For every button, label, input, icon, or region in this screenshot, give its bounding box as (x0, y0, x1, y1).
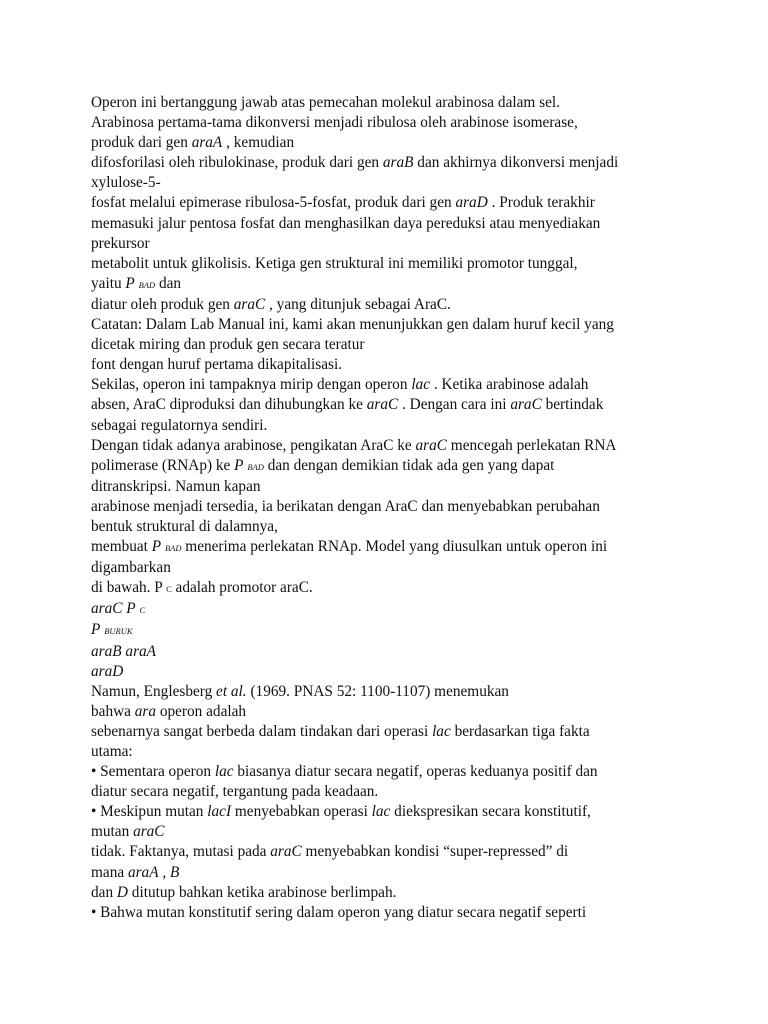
italic-text: araC (233, 295, 266, 313)
text-line (91, 842, 691, 862)
text-line (91, 863, 691, 883)
text-line (91, 153, 691, 173)
italic-text: lac (432, 722, 451, 740)
text-segment: font dengan huruf pertama dikapitalisasi. (91, 356, 343, 374)
text-line (91, 578, 691, 599)
italic-text: D (116, 883, 128, 901)
subscript-text: BAD (164, 543, 182, 554)
italic-text: P (151, 538, 162, 556)
text-line (91, 416, 691, 436)
text-segment: adalah promotor araC. (171, 579, 313, 597)
text-segment: berdasarkan tiga fakta (450, 722, 590, 740)
text-segment: , kemudian (222, 134, 295, 152)
text-line (91, 456, 691, 477)
text-line (91, 497, 691, 517)
text-segment: prekursor (91, 234, 150, 252)
subscript-text: BURUK (104, 626, 133, 637)
text-segment: bertindak (541, 396, 604, 414)
text-segment: (1969. PNAS 52: 1100-1107) menemukan (246, 682, 509, 700)
text-line (91, 517, 691, 537)
text-segment: , (158, 863, 171, 881)
italic-text: araA (127, 863, 159, 881)
text-line (91, 355, 691, 375)
text-line (91, 193, 691, 213)
italic-text: araC (133, 823, 165, 841)
text-segment: mencegah perlekatan RNA (446, 436, 617, 454)
text-line (91, 802, 691, 822)
italic-text: lac (371, 803, 391, 821)
italic-text: lac (411, 376, 431, 394)
text-line (91, 782, 691, 802)
italic-text: araB (382, 154, 414, 172)
text-line (91, 234, 691, 254)
italic-text: araA (191, 134, 223, 152)
text-line (91, 682, 691, 702)
text-segment: yaitu (91, 274, 126, 292)
text-segment: fosfat melalui epimerase ribulosa-5-fosfat, produk dari gen (91, 194, 456, 212)
text-segment: Dengan tidak adanya arabinose, pengikatan AraC ke (91, 436, 416, 454)
text-segment: • Sementara operon (91, 763, 215, 781)
text-segment: dan (91, 883, 117, 901)
italic-text: ara (134, 702, 156, 720)
text-segment: utama: (91, 743, 133, 760)
text-segment: tidak. Faktanya, mutasi pada (91, 843, 271, 861)
text-line (91, 822, 691, 842)
subscript-text: BAD (247, 461, 264, 472)
italic-text: P (125, 274, 135, 292)
text-segment: diekspresikan secara konstitutif, (390, 803, 591, 821)
text-segment: . Dengan cara ini (398, 396, 511, 414)
text-segment: • Bahwa mutan konstitutif sering dalam operon yang diatur secara negatif seperti (91, 903, 587, 921)
italic-text: lac (214, 763, 234, 781)
italic-text: araC (510, 396, 542, 414)
text-segment: ditranskripsi. Namun kapan (91, 477, 261, 495)
italic-text: et al. (216, 682, 247, 700)
text-segment: membuat (91, 538, 152, 556)
text-segment: bentuk struktural di dalamnya, (91, 517, 278, 535)
text-segment: dan akhirnya dikonversi menjadi (413, 154, 619, 172)
text-segment: absen, AraC diproduksi dan dihubungkan ke (91, 396, 367, 414)
document-body (91, 93, 691, 923)
italic-text: P (91, 621, 101, 639)
text-segment: produk dari gen (91, 134, 192, 152)
text-segment: , yang ditunjuk sebagai AraC. (265, 295, 451, 313)
text-line (91, 722, 691, 742)
text-line (91, 762, 691, 782)
text-segment: menyebabkan operasi (231, 803, 372, 821)
text-line (91, 477, 691, 497)
text-segment: dan (155, 274, 182, 292)
text-line (91, 436, 691, 456)
text-line (91, 662, 691, 682)
text-line (91, 620, 691, 641)
text-segment: operon adalah (156, 702, 247, 720)
text-segment: mana (91, 863, 128, 881)
text-line (91, 214, 691, 234)
italic-text: araC (270, 843, 302, 861)
text-line (91, 395, 691, 415)
text-segment: sebenarnya sangat berbeda dalam tindakan dari operasi (91, 722, 433, 740)
text-segment: arabinose menjadi tersedia, ia berikatan dengan AraC dan menyebabkan perubahan (91, 497, 600, 515)
text-line (91, 254, 691, 274)
text-segment: ditutup bahkan ketika arabinose berlimpah. (127, 883, 397, 901)
subscript-text: C (166, 584, 172, 595)
text-segment: biasanya diatur secara negatif, operas keduanya positif dan (233, 763, 598, 781)
text-segment: xylulose-5- (91, 174, 161, 192)
text-line (91, 274, 691, 295)
italic-text: P (234, 456, 244, 474)
text-line (91, 883, 691, 903)
subscript-text: C (139, 605, 146, 616)
text-line (91, 903, 691, 923)
text-segment: di bawah. P (91, 579, 167, 597)
text-segment: Catatan: Dalam Lab Manual ini, kami akan menunjukkan gen dalam huruf kecil yang (91, 316, 614, 334)
text-segment: . Ketika arabinose adalah (430, 376, 589, 394)
text-segment: mutan (91, 823, 134, 841)
subscript-text: BAD (138, 279, 156, 290)
text-segment: menerima perlekatan RNAp. Model yang diusulkan untuk operon ini (181, 538, 608, 556)
text-line (91, 599, 691, 620)
italic-text: araD (455, 194, 488, 212)
text-line (91, 315, 691, 335)
text-segment: menyebabkan kondisi “super-repressed” di (301, 843, 569, 861)
italic-text: araD (91, 662, 124, 680)
text-segment: memasuki jalur pentosa fosfat dan menghasilkan daya pereduksi atau menyediakan (91, 214, 601, 232)
italic-text: araC (366, 396, 399, 414)
text-segment: dicetak miring dan produk gen secara teratur (91, 336, 365, 354)
text-segment: metabolit untuk glikolisis. Ketiga gen struktural ini memiliki promotor tunggal, (91, 254, 578, 272)
text-segment: polimerase (RNAp) ke (91, 456, 235, 474)
text-segment: . Produk terakhir (487, 194, 595, 212)
text-line (91, 335, 691, 355)
text-line (91, 295, 691, 315)
text-line (91, 173, 691, 193)
text-line (91, 133, 691, 153)
text-segment: diatur oleh produk gen (91, 295, 234, 313)
text-line (91, 702, 691, 722)
text-line (91, 742, 691, 762)
text-segment: sebagai regulatornya sendiri. (91, 416, 268, 434)
text-segment: dan dengan demikian tidak ada gen yang dapat (263, 456, 555, 474)
text-segment: bahwa (91, 702, 135, 720)
text-segment: diatur secara negatif, tergantung pada keadaan. (91, 783, 379, 801)
text-line (91, 558, 691, 578)
text-line (91, 375, 691, 395)
italic-text: lacI (207, 803, 232, 821)
text-segment: Sekilas, operon ini tampaknya mirip dengan operon (91, 376, 412, 394)
text-segment: Namun, Englesberg (91, 682, 217, 700)
text-segment: difosforilasi oleh ribulokinase, produk dari gen (91, 154, 383, 172)
text-line (91, 93, 691, 113)
text-segment: digambarkan (91, 559, 171, 577)
italic-text: araB araA (91, 642, 157, 660)
italic-text: araC P (91, 600, 136, 618)
text-segment: Operon ini bertanggung jawab atas pemecahan molekul arabinosa dalam sel. (91, 94, 560, 111)
text-line (91, 113, 691, 133)
text-segment: Arabinosa pertama-tama dikonversi menjadi ribulosa oleh arabinose isomerase, (91, 114, 578, 132)
text-line (91, 537, 691, 558)
text-line (91, 642, 691, 662)
text-segment: • Meskipun mutan (91, 803, 208, 821)
italic-text: B (170, 863, 180, 881)
italic-text: araC (415, 436, 447, 454)
